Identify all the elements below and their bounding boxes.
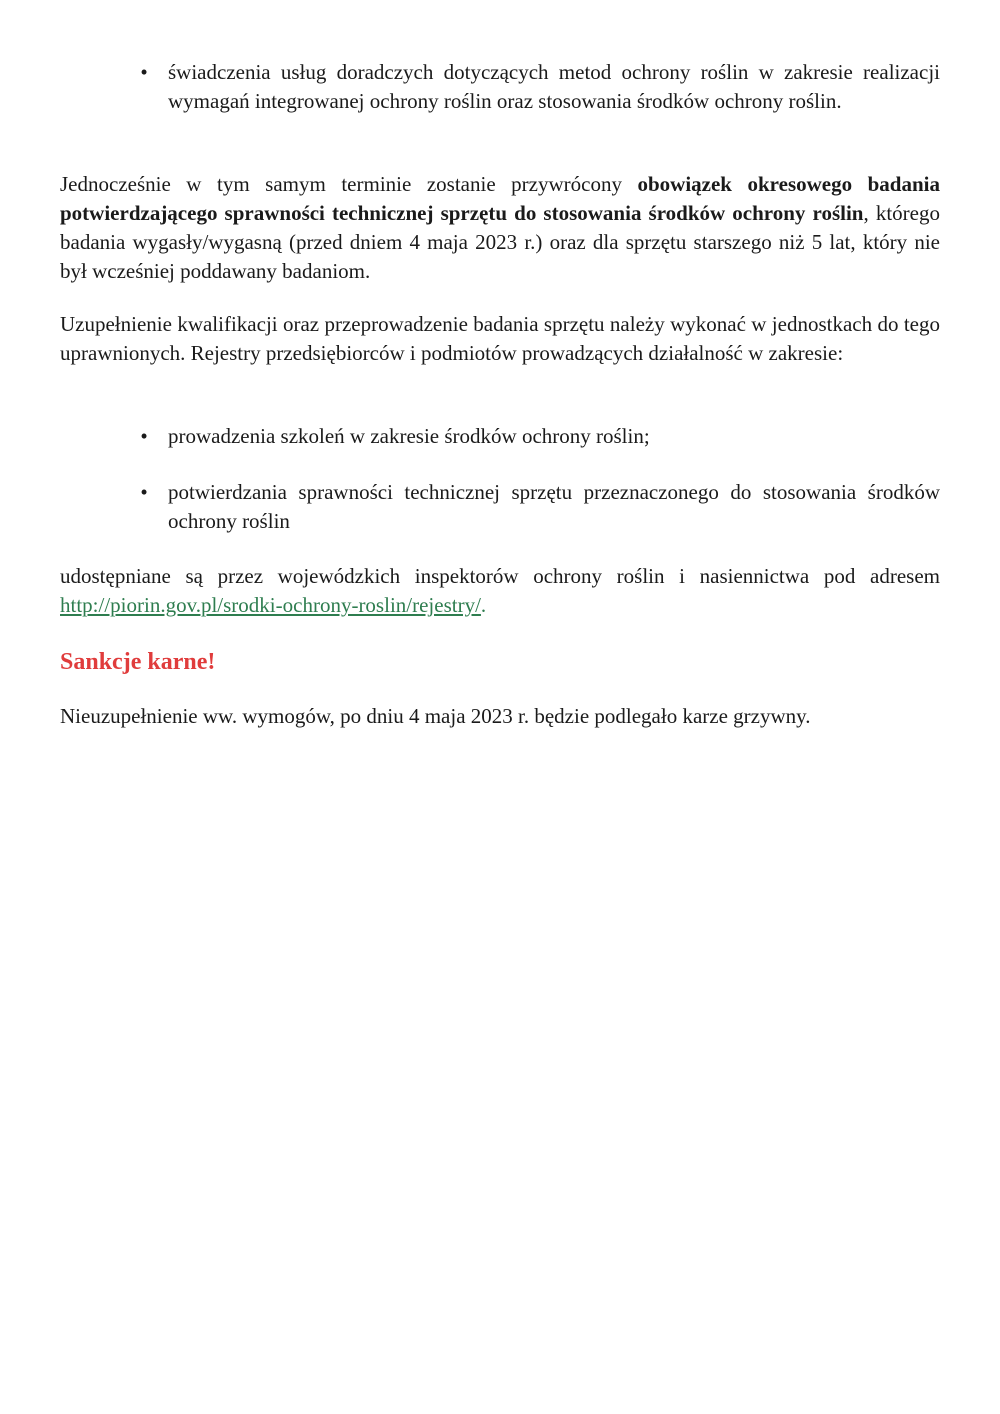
bullet-text: prowadzenia szkoleń w zakresie środków ochrony roślin; [168, 424, 650, 448]
bullet-icon: • [140, 424, 148, 448]
list-item [138, 58, 940, 116]
paragraph-qualifications: Uzupełnienie kwalifikacji oraz przeprowadzenie badania sprzętu należy wykonać w jednostkach do tego uprawnionych. Rejestry przedsiębiorców i podmiotów prowadzących działalność w zakresie: [60, 312, 940, 365]
bullet-list-registry-1 [138, 422, 940, 451]
registry-text: udostępniane są przez wojewódzkich inspektorów ochrony roślin i nasiennictwa pod adresem [60, 564, 940, 588]
list-item [138, 478, 940, 536]
paragraph-registry [60, 562, 940, 620]
bullet-list-registry-2 [138, 478, 940, 536]
list-item [138, 422, 940, 451]
obligation-text-before: Jednocześnie w tym samym terminie zostanie przywrócony [60, 172, 638, 196]
bullet-text: potwierdzania sprawności technicznej sprzętu przeznaczonego do stosowania środków ochrony roślin [168, 480, 940, 533]
sanctions-heading: Sankcje karne! [60, 649, 216, 675]
bullet-text: świadczenia usług doradczych dotyczących metod ochrony roślin w zakresie realizacji wymagań integrowanej ochrony roślin oraz stosowania środków ochrony roślin. [168, 60, 940, 113]
sanctions-text: Nieuzupełnienie ww. wymogów, po dniu 4 maja 2023 r. będzie podlegało karze grzywny. [60, 704, 811, 728]
registry-link[interactable]: http://piorin.gov.pl/srodki-ochrony-roslin/rejestry/ [60, 593, 481, 617]
registry-link-period: . [480, 593, 487, 617]
paragraph-obligation [60, 170, 940, 286]
obligation-bold: obowiązek okresowego badania potwierdzającego sprawności technicznej sprzętu do stosowania środków ochrony roślin [60, 172, 940, 225]
bullet-list-services [138, 58, 940, 116]
bullet-icon: • [140, 480, 148, 504]
obligation-text-after: , którego badania wygasły/wygasną (przed dniem 4 maja 2023 r.) oraz dla sprzętu starszego niż 5 lat, który nie był wcześniej poddawany badaniom. [60, 201, 940, 283]
bullet-icon: • [140, 60, 148, 84]
